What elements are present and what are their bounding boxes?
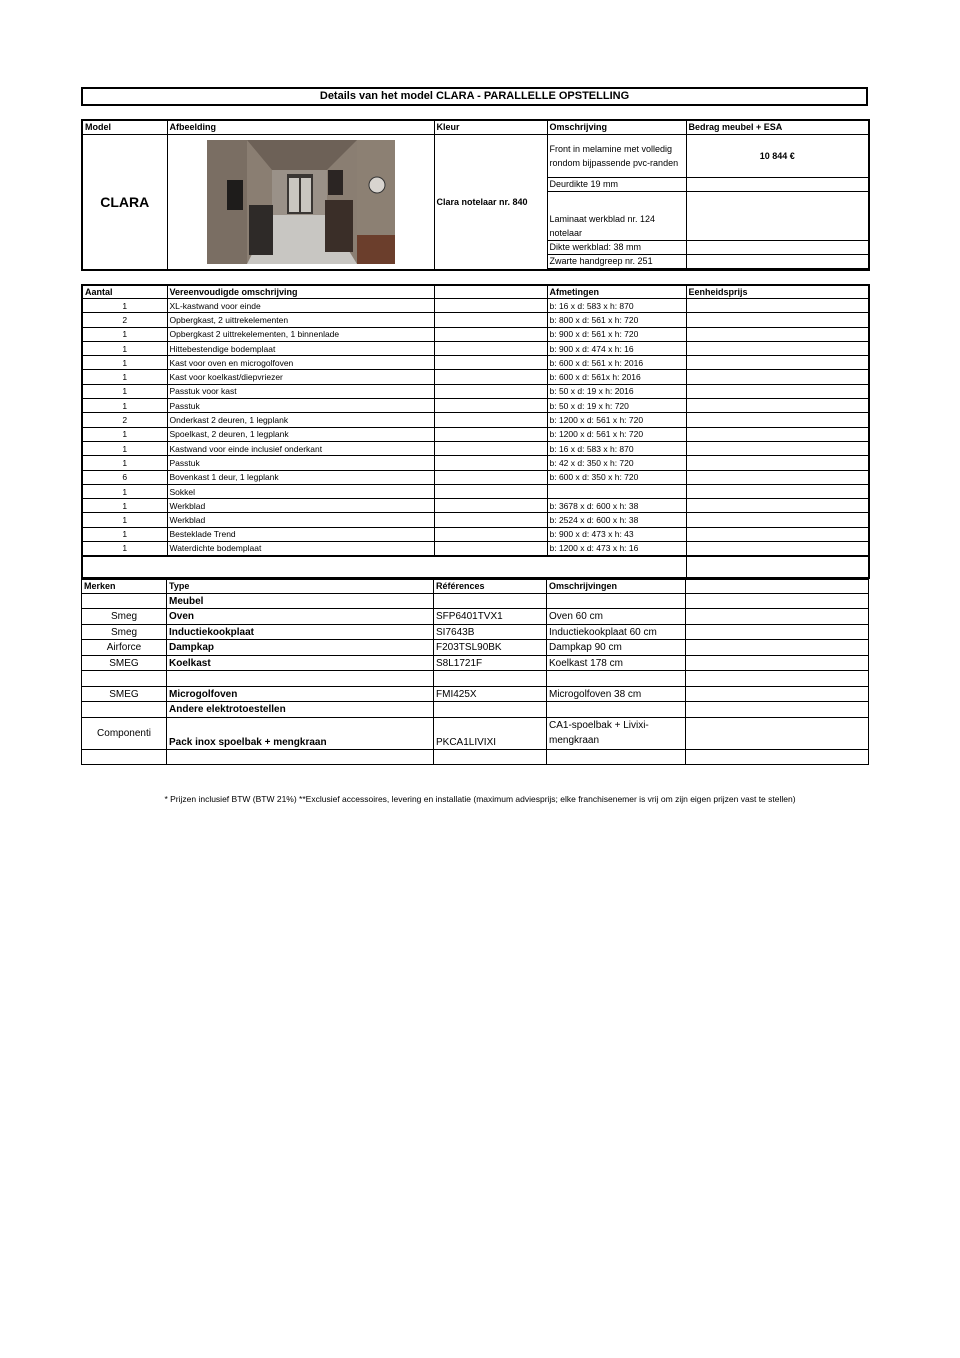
item-blank: [434, 313, 547, 327]
item-blank: [434, 456, 547, 470]
header-blank-2: [686, 579, 869, 593]
item-price: [686, 513, 869, 527]
item-dim: b: 16 x d: 583 x h: 870: [547, 441, 686, 455]
item-price: [686, 370, 869, 384]
item-qty: 2: [82, 313, 167, 327]
kleur-value: Clara notelaar nr. 840: [434, 134, 547, 270]
item-row: [82, 399, 869, 413]
appliances-table-header: [82, 579, 869, 593]
omschrijving-3: Dikte werkblad: 38 mm: [547, 240, 686, 254]
appliance-ref: SI7643B: [434, 624, 547, 640]
item-blank: [434, 470, 547, 484]
appliance-type: Microgolfoven: [167, 686, 434, 702]
header-afbeelding: Afbeelding: [167, 120, 434, 134]
appliance-row: [82, 640, 869, 656]
footer-note: * Prijzen inclusief BTW (BTW 21%) **Exclusief accessoires, levering en installatie (maximum adviesprijs; elke franchisenemer is vrij om zijn eigen prijzen vast te stellen): [164, 794, 796, 804]
appliance-brand: [82, 671, 167, 687]
item-blank: [434, 341, 547, 355]
item-desc: Opbergkast, 2 uittrekelementen: [167, 313, 434, 327]
omschrijving-0: Front in melamine met volledig rondom bijpassende pvc-randen: [547, 134, 686, 177]
kitchen-image-cell: [167, 134, 434, 270]
item-dim: b: 16 x d: 583 x h: 870: [547, 299, 686, 313]
meubel-row: [82, 593, 869, 609]
item-row: [82, 299, 869, 313]
appliance-desc: Microgolfoven 38 cm: [547, 686, 686, 702]
item-price: [686, 527, 869, 541]
item-dim: b: 2524 x d: 600 x h: 38: [547, 513, 686, 527]
item-blank: [434, 542, 547, 556]
item-qty: 1: [82, 370, 167, 384]
item-dim: b: 900 x d: 473 x h: 43: [547, 527, 686, 541]
appliance-extra: [686, 640, 869, 656]
item-qty: 1: [82, 399, 167, 413]
item-price: [686, 413, 869, 427]
appliance-desc: [547, 671, 686, 687]
item-price: [686, 427, 869, 441]
item-qty: 1: [82, 341, 167, 355]
appliance-desc: [547, 702, 686, 718]
item-desc: Hittebestendige bodemplaat: [167, 341, 434, 355]
item-row: [82, 513, 869, 527]
componenti-ref: PKCA1LIVIXI: [434, 717, 547, 749]
item-desc: Kast voor koelkast/diepvriezer: [167, 370, 434, 384]
item-price: [686, 384, 869, 398]
omschrijving-4: Zwarte handgreep nr. 251: [547, 254, 686, 268]
item-blank: [434, 441, 547, 455]
appliance-row: [82, 702, 869, 718]
appliance-ref: [434, 671, 547, 687]
item-price: [686, 470, 869, 484]
item-desc: Waterdichte bodemplaat: [167, 542, 434, 556]
appliance-type: Andere elektrotoestellen: [167, 702, 434, 718]
item-dim: b: 600 x d: 561x h: 2016: [547, 370, 686, 384]
appliance-brand: [82, 702, 167, 718]
items-spacer-row: [82, 556, 869, 578]
appliance-extra: [686, 624, 869, 640]
item-qty: 1: [82, 299, 167, 313]
price-value: 10 844 €: [686, 134, 869, 177]
model-table-header: [82, 120, 869, 134]
item-price: [686, 399, 869, 413]
header-omschrijvingen: Omschrijvingen: [547, 579, 686, 593]
appliances-empty-row: [82, 749, 869, 765]
item-price: [686, 327, 869, 341]
appliance-ref: [434, 702, 547, 718]
appliance-type: Koelkast: [167, 655, 434, 671]
items-table: [81, 284, 870, 579]
appliance-desc: Dampkap 90 cm: [547, 640, 686, 656]
item-dim: b: 50 x d: 19 x h: 720: [547, 399, 686, 413]
item-dim: b: 1200 x d: 473 x h: 16: [547, 542, 686, 556]
appliance-ref: SFP6401TVX1: [434, 609, 547, 625]
item-row: [82, 413, 869, 427]
items-table-header: [82, 285, 869, 299]
item-desc: XL-kastwand voor einde: [167, 299, 434, 313]
item-blank: [434, 384, 547, 398]
appliances-table: [81, 579, 869, 766]
item-desc: Werkblad: [167, 513, 434, 527]
item-blank: [434, 356, 547, 370]
item-blank: [434, 499, 547, 513]
item-blank: [434, 327, 547, 341]
item-qty: 1: [82, 356, 167, 370]
item-row: [82, 327, 869, 341]
item-row: [82, 527, 869, 541]
item-dim: b: 800 x d: 561 x h: 720: [547, 313, 686, 327]
appliance-extra: [686, 702, 869, 718]
item-dim: b: 600 x d: 350 x h: 720: [547, 470, 686, 484]
appliance-desc: Oven 60 cm: [547, 609, 686, 625]
item-qty: 1: [82, 441, 167, 455]
appliance-ref: F203TSL90BK: [434, 640, 547, 656]
header-omschrijving: Omschrijving: [547, 120, 686, 134]
model-table: [81, 119, 870, 271]
appliance-row: [82, 624, 869, 640]
item-price: [686, 499, 869, 513]
item-dim: b: 900 x d: 474 x h: 16: [547, 341, 686, 355]
item-desc: Sokkel: [167, 484, 434, 498]
item-qty: 1: [82, 527, 167, 541]
item-blank: [434, 399, 547, 413]
componenti-type: Pack inox spoelbak + mengkraan: [167, 717, 434, 749]
appliance-desc: Koelkast 178 cm: [547, 655, 686, 671]
omschrijving-2: Laminaat werkblad nr. 124 notelaar: [547, 191, 686, 240]
item-qty: 6: [82, 470, 167, 484]
header-blank: [434, 285, 547, 299]
appliance-brand: Smeg: [82, 624, 167, 640]
item-row: [82, 341, 869, 355]
item-dim: b: 42 x d: 350 x h: 720: [547, 456, 686, 470]
header-model: Model: [82, 120, 167, 134]
item-blank: [434, 527, 547, 541]
item-dim: b: 50 x d: 19 x h: 2016: [547, 384, 686, 398]
item-desc: Kastwand voor einde inclusief onderkant: [167, 441, 434, 455]
header-bedrag: Bedrag meubel + ESA: [686, 120, 869, 134]
appliance-row: [82, 655, 869, 671]
appliance-ref: FMI425X: [434, 686, 547, 702]
item-desc: Opbergkast 2 uittrekelementen, 1 binnenlade: [167, 327, 434, 341]
item-qty: 2: [82, 413, 167, 427]
appliance-extra: [686, 609, 869, 625]
appliance-extra: [686, 655, 869, 671]
header-type: Type: [167, 579, 434, 593]
appliance-brand: SMEG: [82, 686, 167, 702]
item-dim: b: 600 x d: 561 x h: 2016: [547, 356, 686, 370]
item-qty: 1: [82, 542, 167, 556]
item-qty: 1: [82, 499, 167, 513]
item-price: [686, 356, 869, 370]
item-dim: b: 1200 x d: 561 x h: 720: [547, 413, 686, 427]
item-desc: Passtuk voor kast: [167, 384, 434, 398]
item-qty: 1: [82, 484, 167, 498]
componenti-desc: CA1-spoelbak + Livixi-mengkraan: [547, 717, 686, 749]
item-qty: 1: [82, 384, 167, 398]
item-price: [686, 456, 869, 470]
appliance-type: Dampkap: [167, 640, 434, 656]
item-qty: 1: [82, 427, 167, 441]
item-blank: [434, 427, 547, 441]
item-dim: b: 1200 x d: 561 x h: 720: [547, 427, 686, 441]
appliance-extra: [686, 686, 869, 702]
item-desc: Werkblad: [167, 499, 434, 513]
appliance-brand: Airforce: [82, 640, 167, 656]
item-row: [82, 313, 869, 327]
item-blank: [434, 484, 547, 498]
item-row: [82, 356, 869, 370]
page-title: Details van het model CLARA - PARALLELLE OPSTELLING: [81, 87, 868, 106]
item-desc: Onderkast 2 deuren, 1 legplank: [167, 413, 434, 427]
document-page: [81, 87, 868, 765]
item-dim: b: 900 x d: 561 x h: 720: [547, 327, 686, 341]
item-qty: 1: [82, 456, 167, 470]
item-row: [82, 456, 869, 470]
header-kleur: Kleur: [434, 120, 547, 134]
item-blank: [434, 299, 547, 313]
componenti-row: [82, 717, 869, 749]
item-desc: Besteklade Trend: [167, 527, 434, 541]
header-references: Références: [434, 579, 547, 593]
item-qty: 1: [82, 327, 167, 341]
item-row: [82, 542, 869, 556]
header-aantal: Aantal: [82, 285, 167, 299]
appliance-row: [82, 671, 869, 687]
appliance-desc: Inductiekookplaat 60 cm: [547, 624, 686, 640]
omschrijving-1: Deurdikte 19 mm: [547, 177, 686, 191]
item-row: [82, 470, 869, 484]
appliance-type: Inductiekookplaat: [167, 624, 434, 640]
item-desc: Passtuk: [167, 399, 434, 413]
item-desc: Spoelkast, 2 deuren, 1 legplank: [167, 427, 434, 441]
item-price: [686, 341, 869, 355]
kitchen-image: [207, 140, 395, 264]
item-price: [686, 299, 869, 313]
item-row: [82, 370, 869, 384]
appliance-type: [167, 671, 434, 687]
model-name: CLARA: [82, 134, 167, 270]
header-vereenvoudigde: Vereenvoudigde omschrijving: [167, 285, 434, 299]
appliance-ref: S8L1721F: [434, 655, 547, 671]
item-blank: [434, 413, 547, 427]
item-price: [686, 542, 869, 556]
item-desc: Passtuk: [167, 456, 434, 470]
appliance-row: [82, 609, 869, 625]
item-row: [82, 384, 869, 398]
item-row: [82, 499, 869, 513]
item-dim: b: 3678 x d: 600 x h: 38: [547, 499, 686, 513]
item-blank: [434, 370, 547, 384]
appliance-brand: Smeg: [82, 609, 167, 625]
item-desc: Kast voor oven en microgolfoven: [167, 356, 434, 370]
item-row: [82, 441, 869, 455]
item-row: [82, 484, 869, 498]
item-dim: [547, 484, 686, 498]
header-merken: Merken: [82, 579, 167, 593]
item-qty: 1: [82, 513, 167, 527]
item-price: [686, 313, 869, 327]
item-row: [82, 427, 869, 441]
item-blank: [434, 513, 547, 527]
meubel-label: Meubel: [167, 593, 434, 609]
item-price: [686, 441, 869, 455]
header-eenheidsprijs: Eenheidsprijs: [686, 285, 869, 299]
item-price: [686, 484, 869, 498]
appliance-row: [82, 686, 869, 702]
appliance-type: Oven: [167, 609, 434, 625]
item-desc: Bovenkast 1 deur, 1 legplank: [167, 470, 434, 484]
header-afmetingen: Afmetingen: [547, 285, 686, 299]
componenti-brand: Componenti: [82, 717, 167, 749]
appliance-extra: [686, 671, 869, 687]
appliance-brand: SMEG: [82, 655, 167, 671]
